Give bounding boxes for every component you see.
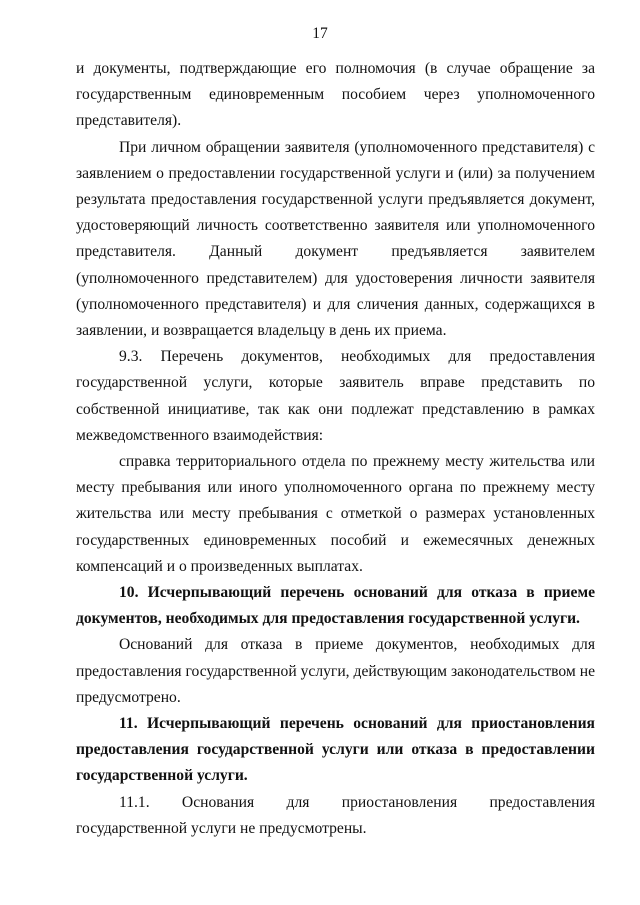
document-body [76, 56, 595, 842]
section-heading-10: 10. Исчерпывающий перечень оснований для отказа в приеме документов, необходимых для предоставления государственной услуги. [76, 584, 595, 628]
paragraph-personal-appeal: При личном обращении заявителя (уполномоченного представителя) с заявлением о предоставлении государственной услуги и (или) за получением результата предоставления государственной услуги предъявляется документ, удостоверяющий личность соответственно заявителя или уполномоченного представителя. Данный документ предъявляется заявителем (уполномоченного представителем) для удостоверения личности заявителя (уполномоченного представителя) и для сличения данных, содержащихся в заявлении, и возвращается владельцу в день их приема. [76, 138, 595, 340]
paragraph-no-refusal-grounds: Оснований для отказа в приеме документов, необходимых для предоставления государственной услуги, действующим законодательством не предусмотрено. [76, 636, 595, 706]
page-number: 17 [312, 25, 328, 42]
paragraph-representative-documents: и документы, подтверждающие его полномочия (в случае обращение за государственным единовременным пособием через уполномоченного представителя). [76, 60, 595, 130]
section-heading-11: 11. Исчерпывающий перечень оснований для приостановления предоставления государственной услуги или отказа в предоставлении государственной услуги. [76, 715, 595, 785]
paragraph-11-1-suspension: 11.1. Основания для приостановления предоставления государственной услуги не предусмотрены. [76, 793, 595, 837]
paragraph-territorial-certificate: справка территориального отдела по прежнему месту жительства или месту пребывания или иного уполномоченного органа по прежнему месту жительства или месту пребывания с отметкой о размерах установленных государственных единовременных пособий и ежемесячных денежных компенсаций и о произведенных выплатах. [76, 453, 595, 575]
paragraph-9-3-document-list: 9.3. Перечень документов, необходимых для предоставления государственной услуги, которые заявитель вправе представить по собственной инициативе, так как они подлежат представлению в рамках межведомственного взаимодействия: [76, 348, 595, 444]
